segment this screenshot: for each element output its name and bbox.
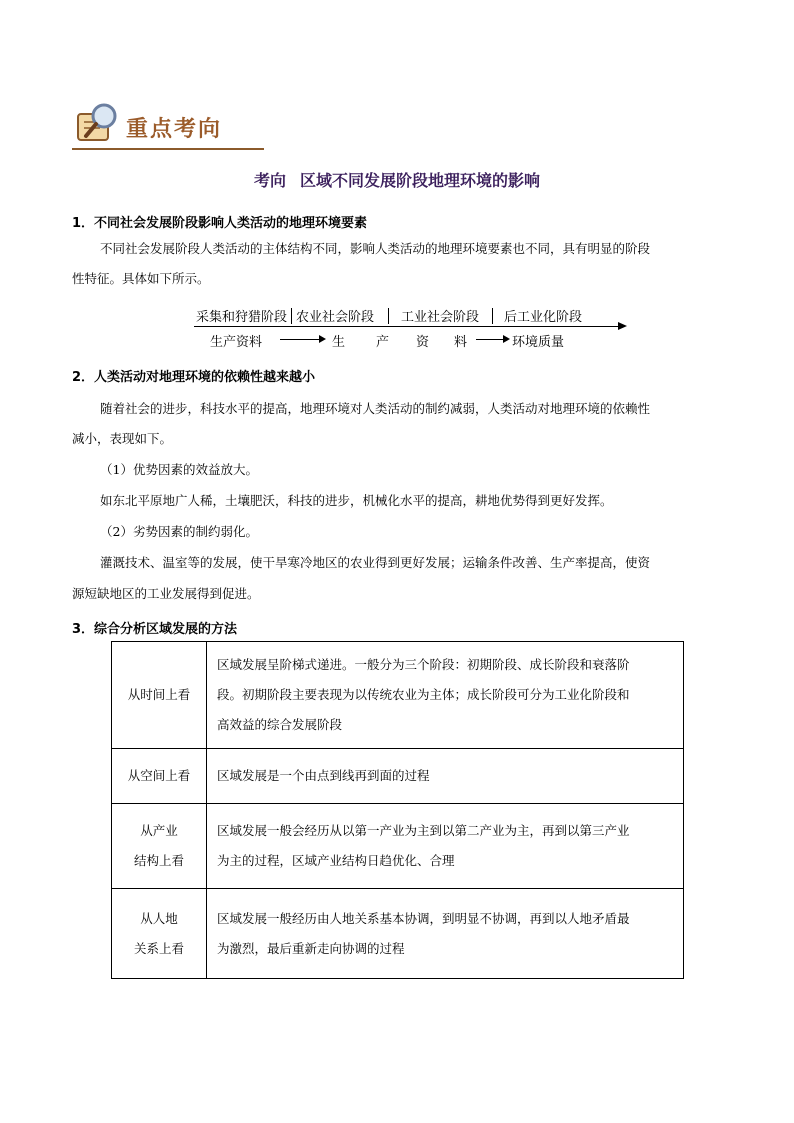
table-line: 为激烈，最后重新走向协调的过程 — [217, 940, 405, 956]
analysis-table — [111, 641, 684, 979]
table-line: 为主的过程，区域产业结构日趋优化、合理 — [217, 853, 455, 868]
stage-divider — [291, 308, 292, 324]
title-text: 区域不同发展阶段地理环境的影响 — [300, 171, 541, 190]
table-line: 区域发展一般会经历从以第一产业为主到以第二产业为主，再到以第三产业 — [217, 823, 630, 838]
section1-para: 不同社会发展阶段人类活动的主体结构不同，影响人类活动的地理环境要素也不同，具有明显的阶段 — [100, 241, 651, 256]
table-row — [112, 889, 684, 979]
table-row-value — [207, 642, 684, 749]
timeline-line — [194, 326, 620, 327]
badge-title: 重点考向 — [126, 117, 223, 142]
stage-label: 后工业化阶段 — [504, 310, 583, 325]
arrow-icon — [280, 339, 320, 340]
diagram-char: 生 — [332, 335, 346, 350]
table-line: 区域发展一般经历由人地关系基本协调，到明显不协调，再到以人地矛盾最 — [217, 910, 630, 926]
section3-heading: 3．综合分析区域发展的方法 — [72, 622, 238, 637]
table-line: 区域发展是一个由点到线再到面的过程 — [217, 768, 430, 783]
table-key-line: 从人地 — [140, 910, 178, 926]
table-row-value — [207, 804, 684, 889]
stage-divider — [492, 308, 493, 324]
arrow-icon — [476, 339, 504, 340]
timeline-arrowhead — [618, 322, 627, 330]
section2-para: 随着社会的进步，科技水平的提高，地理环境对人类活动的制约减弱，人类活动对地理环境的依赖性 — [100, 401, 651, 416]
stage-label: 农业社会阶段 — [296, 310, 375, 325]
table-row-key: 从时间上看 — [112, 642, 207, 749]
section2-item2-text: 灌溉技术、温室等的发展，使干旱寒冷地区的农业得到更好发展；运输条件改善、生产率提高，使资 — [100, 555, 651, 570]
diagram-char: 产 — [376, 335, 390, 350]
table-line: 区域发展呈阶梯式递进。一般分为三个阶段：初期阶段、成长阶段和衰落阶 — [217, 657, 630, 672]
badge-underline — [72, 148, 264, 150]
section2-item2-cont: 源短缺地区的工业发展得到促进。 — [72, 586, 260, 601]
table-row-key — [112, 889, 207, 979]
table-row — [112, 642, 684, 749]
section-badge — [72, 100, 272, 152]
stage-label: 工业社会阶段 — [401, 310, 480, 325]
stage-diagram — [190, 306, 630, 348]
table-line: 高效益的综合发展阶段 — [217, 717, 343, 732]
page-title — [0, 168, 794, 191]
table-key-line: 从产业 — [140, 823, 178, 838]
table-row-value — [207, 749, 684, 804]
stage-divider — [388, 308, 389, 324]
diagram-resource-label: 生产资料 — [210, 335, 263, 350]
table-row-key: 从空间上看 — [112, 749, 207, 804]
section2-item1-text: 如东北平原地广人稀，土壤肥沃，科技的进步，机械化水平的提高，耕地优势得到更好发挥。 — [100, 493, 613, 508]
section1-para-cont: 性特征。具体如下所示。 — [72, 271, 210, 286]
section2-para-cont: 减小，表现如下。 — [72, 431, 173, 446]
section2-item2: （2）劣势因素的制约弱化。 — [100, 524, 258, 539]
section2-heading: 2．人类活动对地理环境的依赖性越来越小 — [72, 370, 316, 385]
magnifier-notebook-icon — [72, 100, 126, 148]
table-row — [112, 749, 684, 804]
table-row — [112, 804, 684, 889]
diagram-env-label: 环境质量 — [512, 335, 565, 350]
section1-heading: 1．不同社会发展阶段影响人类活动的地理环境要素 — [72, 216, 368, 231]
title-prefix: 考向 — [253, 171, 286, 190]
table-key-line: 关系上看 — [133, 940, 184, 956]
diagram-char: 料 — [454, 335, 468, 350]
diagram-char: 资 — [416, 335, 430, 350]
table-row-value — [207, 889, 684, 979]
table-row-key — [112, 804, 207, 889]
stage-label: 采集和狩猎阶段 — [196, 310, 288, 325]
table-key-line: 结构上看 — [133, 853, 184, 868]
table-line: 段。初期阶段主要表现为以传统农业为主体；成长阶段可分为工业化阶段和 — [217, 687, 630, 702]
section2-item1: （1）优势因素的效益放大。 — [100, 462, 258, 477]
